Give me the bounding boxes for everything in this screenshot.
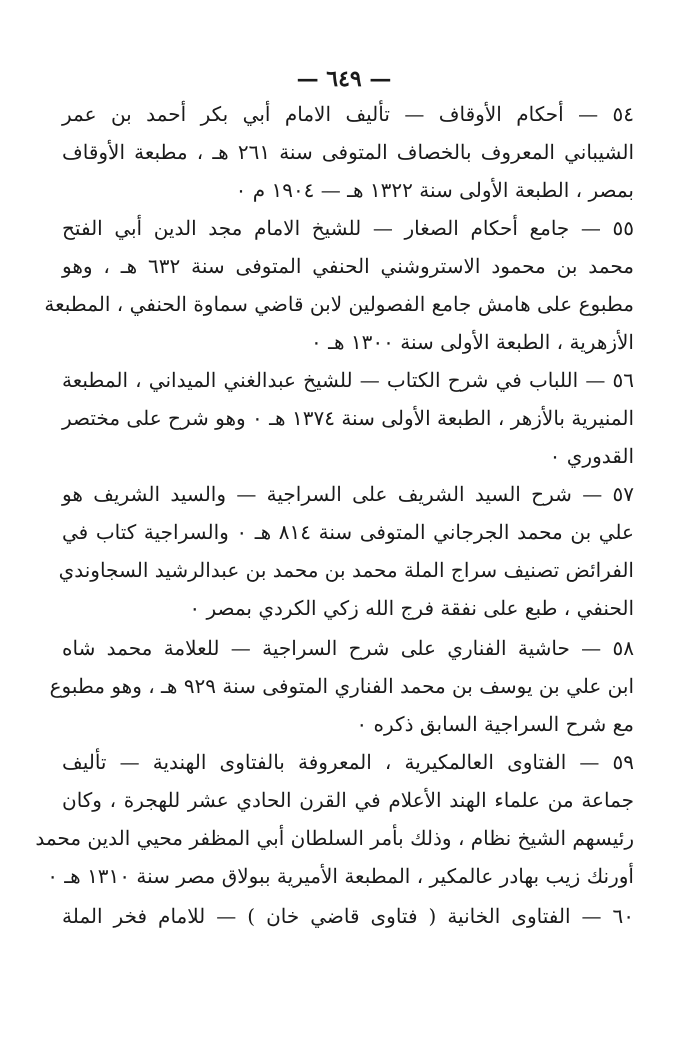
entry-line: رئيسهم الشيخ نظام ، وذلك بأمر السلطان أبي المظفر محيي الدين محمد bbox=[35, 826, 634, 850]
entry-line: علي بن محمد الجرجاني المتوفى سنة ٨١٤ هـ ٠ والسراجية كتاب في bbox=[62, 520, 634, 544]
bibliography-entry-58 bbox=[49, 629, 634, 743]
bibliography-entry-57 bbox=[58, 475, 634, 627]
entry-line: بمصر ، الطبعة الأولى سنة ١٣٢٢ هـ — ١٩٠٤ م ٠ bbox=[235, 178, 634, 202]
entry-line: الحنفي ، طبع على نفقة فرج الله زكي الكردي بمصر ٠ bbox=[189, 596, 634, 620]
entry-line: ٥٤ — أحكام الأوقاف — تأليف الامام أبي بكر أحمد بن عمر bbox=[62, 102, 634, 126]
bibliography-entry-60 bbox=[62, 897, 634, 935]
entry-line: المنيرية بالأزهر ، الطبعة الأولى سنة ١٣٧٤ هـ ٠ وهو شرح على مختصر bbox=[62, 406, 634, 430]
bibliography-entry-54 bbox=[62, 95, 634, 209]
entry-line: ابن علي بن يوسف بن محمد الفناري المتوفى سنة ٩٢٩ هـ ، وهو مطبوع bbox=[49, 674, 634, 698]
entry-line: القدوري ٠ bbox=[549, 444, 634, 468]
entry-line: ٥٨ — حاشية الفناري على شرح السراجية — للعلامة محمد شاه bbox=[62, 636, 634, 660]
bibliography-entry-56 bbox=[62, 361, 634, 475]
entry-line: ٥٧ — شرح السيد الشريف على السراجية — والسيد الشريف هو bbox=[62, 482, 634, 506]
page-number: — ٦٤٩ — bbox=[296, 66, 392, 92]
entry-line: جماعة من علماء الهند الأعلام في القرن الحادي عشر للهجرة ، وكان bbox=[62, 788, 634, 812]
bibliography-entry-59 bbox=[35, 743, 634, 895]
entry-line: الفرائض تصنيف سراج الملة محمد بن محمد بن عبدالرشيد السجاوندي bbox=[58, 558, 634, 582]
entry-line: مع شرح السراجية السابق ذكره ٠ bbox=[356, 712, 634, 736]
entry-line: ٦٠ — الفتاوى الخانية ( فتاوى قاضي خان ) — للامام فخر الملة bbox=[62, 904, 634, 928]
entry-line: محمد بن محمود الاستروشني الحنفي المتوفى سنة ٦٣٢ هـ ، وهو bbox=[62, 254, 634, 278]
bibliography-entry-55 bbox=[44, 209, 634, 361]
entry-line: الشيباني المعروف بالخصاف المتوفى سنة ٢٦١ هـ ، مطبعة الأوقاف bbox=[62, 140, 634, 164]
entry-line: ٥٦ — اللباب في شرح الكتاب — للشيخ عبدالغني الميداني ، المطبعة bbox=[62, 368, 634, 392]
entry-line: الأزهرية ، الطبعة الأولى سنة ١٣٠٠ هـ ٠ bbox=[311, 330, 634, 354]
entry-line: ٥٩ — الفتاوى العالمكيرية ، المعروفة بالفتاوى الهندية — تأليف bbox=[62, 750, 634, 774]
entry-line: مطبوع على هامش جامع الفصولين لابن قاضي سماوة الحنفي ، المطبعة bbox=[44, 292, 634, 316]
entry-line: ٥٥ — جامع أحكام الصغار — للشيخ الامام مجد الدين أبي الفتح bbox=[62, 216, 634, 240]
entry-line: أورنك زيب بهادر عالمكير ، المطبعة الأميرية ببولاق مصر سنة ١٣١٠ هـ ٠ bbox=[47, 864, 634, 888]
